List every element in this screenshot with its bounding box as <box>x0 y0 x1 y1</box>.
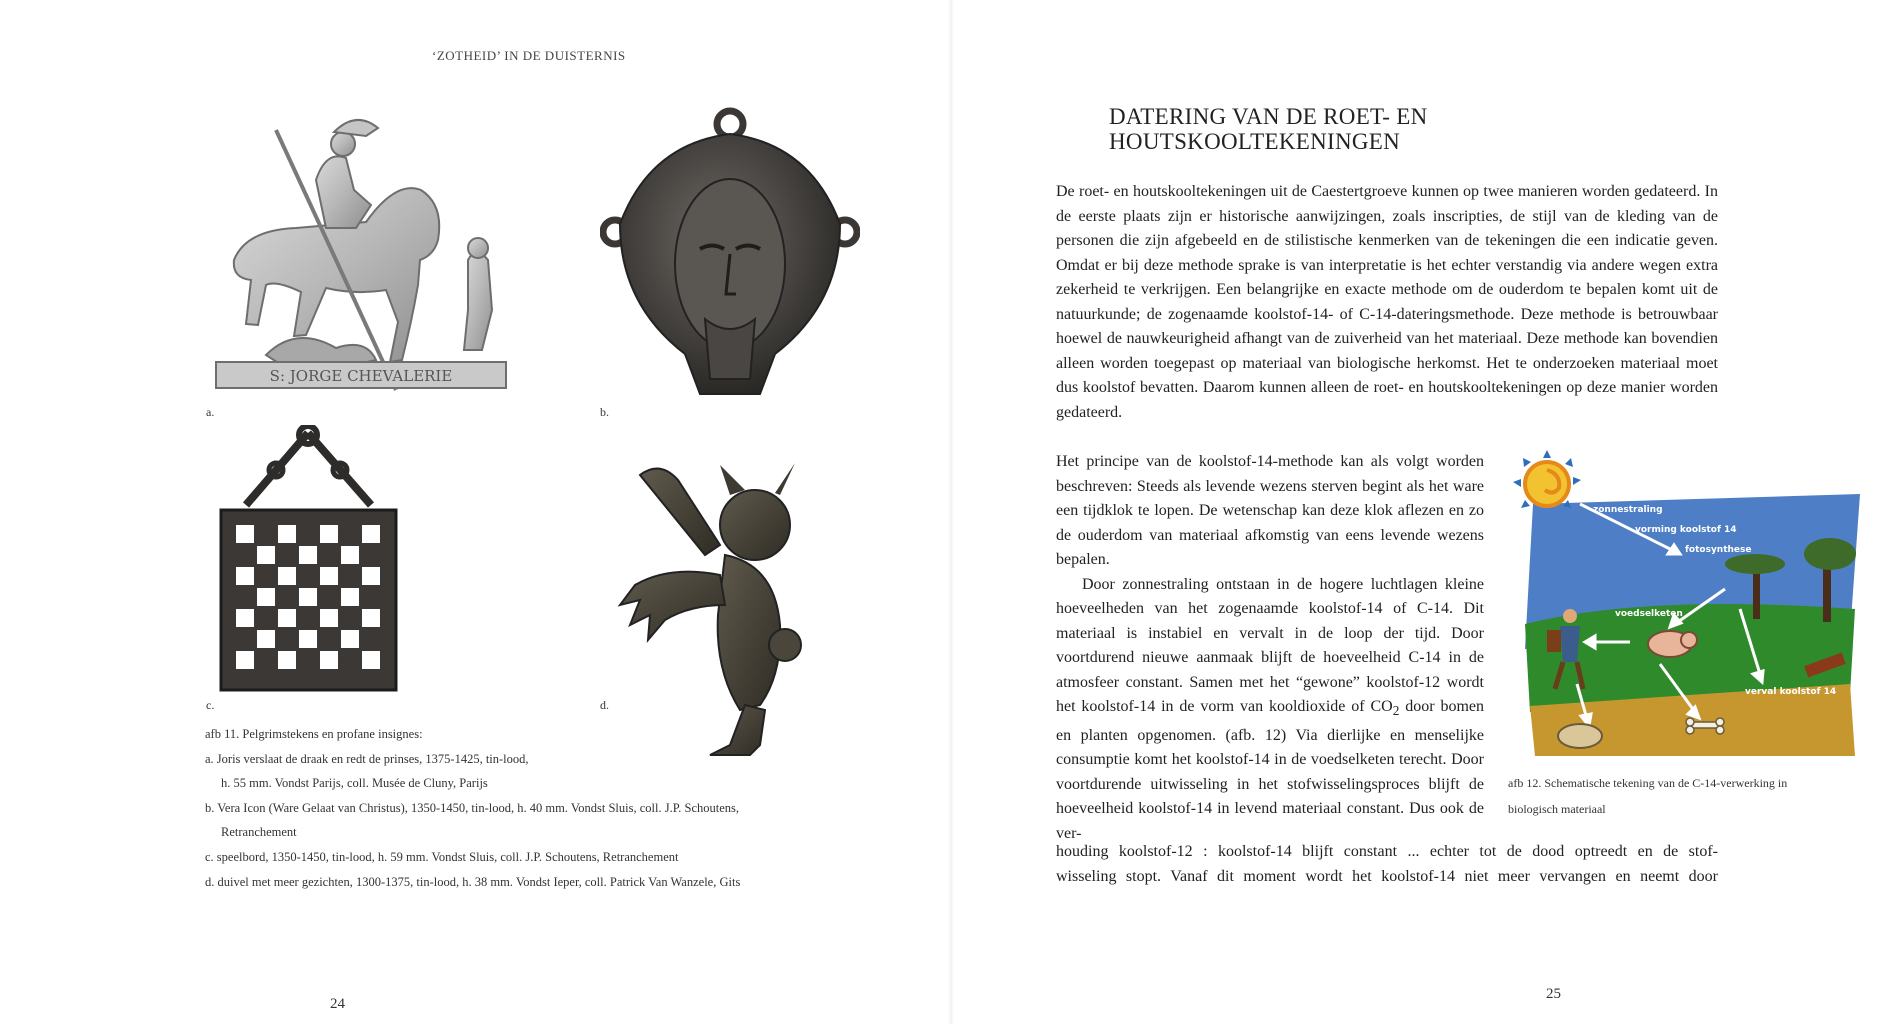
caption-item-b-cont: Retranchement <box>221 825 297 840</box>
page-number-right: 25 <box>1546 986 1561 1002</box>
caption-title: afb 11. Pelgrimstekens en profane insignes: <box>205 727 423 741</box>
figure-12-caption <box>1508 770 1858 822</box>
caption-item-b: b. Vera Icon (Ware Gelaat van Christus), 1350-1450, tin-lood, h. 40 mm. Vondst Sluis, coll. J.P. Schoutens, <box>205 800 740 815</box>
column-text <box>1056 450 1484 846</box>
co2-subscript: 2 <box>1392 703 1400 719</box>
figure-a-st-george-badge <box>206 110 516 395</box>
caption-item-c: c. speelbord, 1350-1450, tin-lood, h. 59 mm. Vondst Sluis, coll. J.P. Schoutens, Retranchement <box>205 849 679 864</box>
caption-item-d: d. duivel met meer gezichten, 1300-1375, tin-lood, h. 38 mm. Vondst Ieper, coll. Patrick Van Wanzele, Gits <box>205 874 741 889</box>
sun-icon <box>1513 450 1581 508</box>
turtle-icon <box>1558 724 1602 748</box>
paragraph-2: Het principe van de koolstof-14-methode kan als volgt worden beschreven: Steeds als levende wezens sterven begint als het ware een tijdklok te lopen. De wetenschap kan deze klok aflezen en zo de ouderdom van materiaal afkomstig van eens levende wezens bepalen. <box>1056 453 1484 568</box>
paragraph-1-text: De roet- en houtskooltekeningen uit de Caestertgroeve kunnen op twee manieren worden gedateerd. In de eerste plaats zijn er historische aanwijzingen, zoals inscripties, de stijl van de kleding van de personen die zijn afgebeeld en de stilistische kenmerken van de tekeningen die een indicatie geven. Omdat er bij deze methode sprake is van interpretatie is het echter verstandig via andere wegen extra zekerheid te verkrijgen. Een belangrijke en exacte methode om de ouderdom te bepalen komt uit de natuurkunde; de zogenaamde koolstof-14- of C-14-dateringsmethode. Deze methode is betrouwbaar hoewel de nauwkeurigheid afhangt van de zuiverheid van het materiaal. Deze methode kan bovendien alleen worden toegepast op materiaal van biologische herkomst. Het te onderzoeken materiaal moet dus koolstof bevatten. Daarom kunnen alleen de roet- en houtskooltekeningen op deze manier worden gedateerd. <box>1056 183 1718 421</box>
paragraph-3 <box>1056 573 1484 847</box>
label-sunlight: zonnestraling <box>1593 505 1663 515</box>
label-decay: verval koolstof 14 <box>1745 687 1837 697</box>
page-number-left: 24 <box>330 996 345 1012</box>
figure-a-inscription: S: JORGE CHEVALERIE <box>269 367 453 385</box>
paragraph-3-line-b: wisseling stopt. Vanaf dit moment wordt het koolstof-14 niet meer vervangen en neemt door <box>1056 867 1718 885</box>
caption-item-a-cont: h. 55 mm. Vondst Parijs, coll. Musée de Cluny, Parijs <box>221 776 488 791</box>
label-food-chain: voedselketen <box>1615 609 1683 619</box>
paragraph-3-part-2: door bomen en planten opgenomen. (afb. 12) Via dierlijke en menselijke consumptie komt het koolstof-14 in de voedselketen terecht. Door voortdurende uitwisseling in het stofwisselingsproces blijft de hoeveelheid koolstof-14 in levend materiaal constant. Dus ook de ver- <box>1056 698 1485 842</box>
figure-c-game-board-badge <box>216 425 401 695</box>
figure-12-c14-diagram <box>1505 444 1865 756</box>
left-page <box>0 0 950 1024</box>
figure-11-caption <box>205 722 855 894</box>
figure-12-caption-line-1: afb 12. Schematische tekening van de C-14-verwerking in <box>1508 776 1788 790</box>
label-formation: vorming koolstof 14 <box>1635 525 1737 535</box>
running-head: ‘ZOTHEID’ IN DE DUISTERNIS <box>432 48 626 63</box>
heading-line-2: HOUTSKOOLTEKENINGEN <box>1109 129 1401 154</box>
figure-b-vera-icon-badge <box>600 104 860 404</box>
figure-letter-b: b. <box>600 405 609 419</box>
book-gutter <box>948 0 954 1024</box>
section-heading <box>1109 104 1428 154</box>
paragraph-3-part-1: Door zonnestraling ontstaan in de hogere luchtlagen kleine hoeveelheden van het zogenaamde koolstof-14 of C-14. Dit materiaal is instabiel en vervalt in de loop der tijd. Door voortdurend nieuwe aanmaak blijft de hoeveelheid C-14 in de atmosfeer constant. Samen met het “gewone” koolstof-12 wordt het koolstof-14 in de vorm van kooldioxide of CO <box>1056 575 1484 715</box>
heading-line-1: DATERING VAN DE ROET- EN <box>1109 104 1428 129</box>
figure-letter-a: a. <box>206 405 215 419</box>
caption-item-a: a. Joris verslaat de draak en redt de prinses, 1375-1425, tin-lood, <box>205 751 529 766</box>
paragraph-1 <box>1056 180 1718 425</box>
label-photosynthesis: fotosynthese <box>1685 545 1752 555</box>
figure-letter-d: d. <box>600 698 609 712</box>
paragraph-3-full-width <box>1056 840 1718 889</box>
figure-letter-c: c. <box>206 698 215 712</box>
paragraph-3-line-a: houding koolstof-12 : koolstof-14 blijft constant ... echter tot de dood optreedt en de stof- <box>1056 843 1718 860</box>
figure-12-caption-line-2: biologisch materiaal <box>1508 802 1606 816</box>
